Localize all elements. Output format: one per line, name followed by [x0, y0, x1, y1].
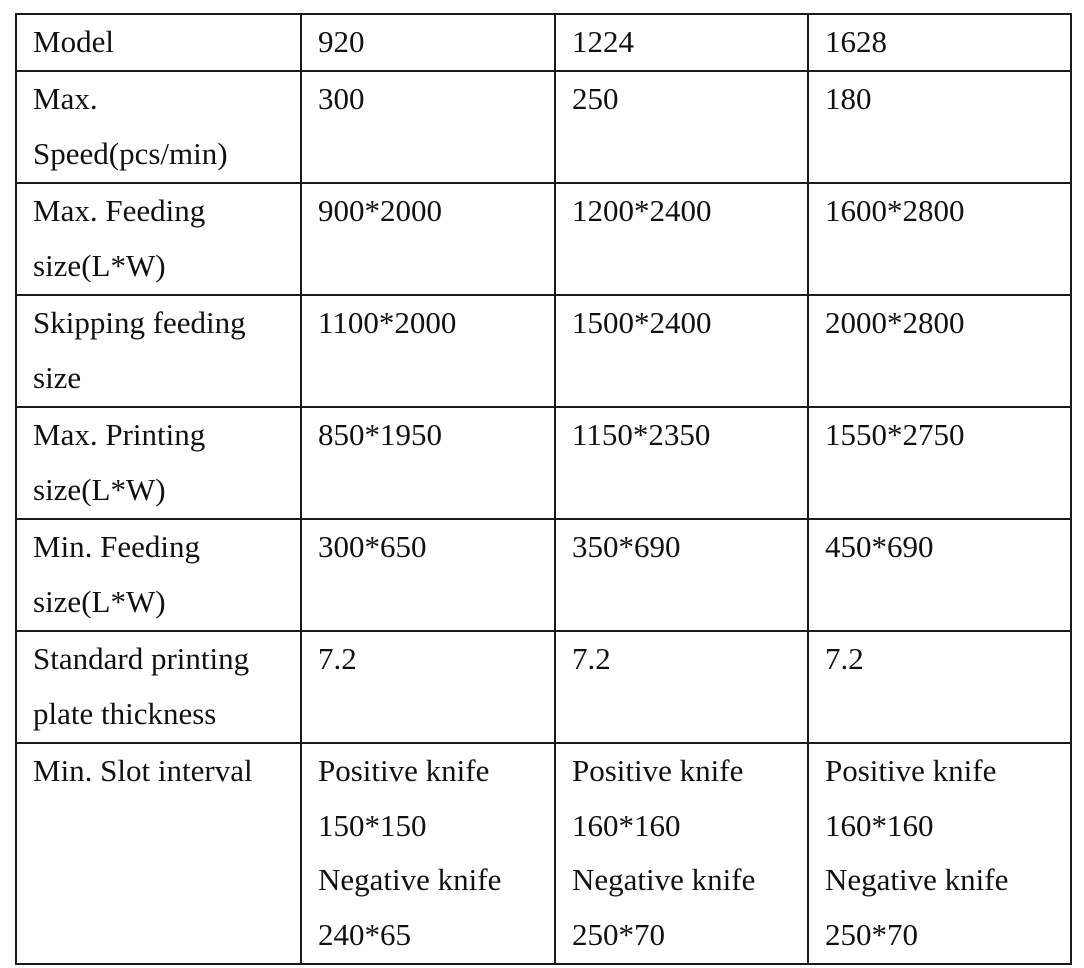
table-row-max-speed [16, 71, 1071, 183]
table-row-plate-thickness [16, 631, 1071, 743]
table-cell: 900*2000 [301, 183, 555, 295]
row-label: Max. Speed(pcs/min) [16, 71, 301, 183]
table-row-max-feeding-size [16, 183, 1071, 295]
table-row-model [16, 14, 1071, 71]
row-label: Skipping feeding size [16, 295, 301, 407]
negative-knife-label: Negative knife [318, 862, 502, 898]
negative-knife-value: 250*70 [825, 917, 918, 953]
table-cell: 1100*2000 [301, 295, 555, 407]
table-cell: 1550*2750 [808, 407, 1071, 519]
positive-knife-value: 150*150 [318, 807, 427, 843]
table-cell: 450*690 [808, 519, 1071, 631]
table-cell: 1224 [555, 14, 808, 71]
positive-knife-label: Positive knife [825, 753, 997, 788]
negative-knife-label: Negative knife [825, 862, 1009, 898]
table-cell: 850*1950 [301, 407, 555, 519]
row-label: Model [16, 14, 301, 71]
table-cell: 1150*2350 [555, 407, 808, 519]
table-cell: 920 [301, 14, 555, 71]
table-cell: 1500*2400 [555, 295, 808, 407]
row-label: Min. Slot interval [16, 743, 301, 964]
positive-knife-value: 160*160 [825, 807, 934, 843]
positive-knife-label: Positive knife [572, 753, 744, 788]
negative-knife-label: Negative knife [572, 862, 756, 898]
table-cell [301, 743, 555, 964]
table-row-skipping-feeding-size [16, 295, 1071, 407]
table-cell: 7.2 [555, 631, 808, 743]
table-cell: 2000*2800 [808, 295, 1071, 407]
table-cell: 350*690 [555, 519, 808, 631]
table-cell [808, 743, 1071, 964]
negative-knife-value: 250*70 [572, 917, 665, 953]
table-cell: 1600*2800 [808, 183, 1071, 295]
negative-knife-value: 240*65 [318, 917, 411, 953]
positive-knife-label: Positive knife [318, 753, 490, 788]
table-row-min-slot-interval [16, 743, 1071, 964]
row-label: Max. Printing size(L*W) [16, 407, 301, 519]
specification-table [15, 13, 1072, 965]
table-row-min-feeding-size [16, 519, 1071, 631]
table-cell: 300*650 [301, 519, 555, 631]
positive-knife-value: 160*160 [572, 807, 681, 843]
table-cell: 1628 [808, 14, 1071, 71]
table-cell: 7.2 [301, 631, 555, 743]
table-cell: 180 [808, 71, 1071, 183]
table-cell: 250 [555, 71, 808, 183]
table-cell: 1200*2400 [555, 183, 808, 295]
table-cell: 300 [301, 71, 555, 183]
row-label: Max. Feeding size(L*W) [16, 183, 301, 295]
table-cell [555, 743, 808, 964]
table-row-max-printing-size [16, 407, 1071, 519]
row-label: Min. Feeding size(L*W) [16, 519, 301, 631]
table-cell: 7.2 [808, 631, 1071, 743]
row-label: Standard printing plate thickness [16, 631, 301, 743]
